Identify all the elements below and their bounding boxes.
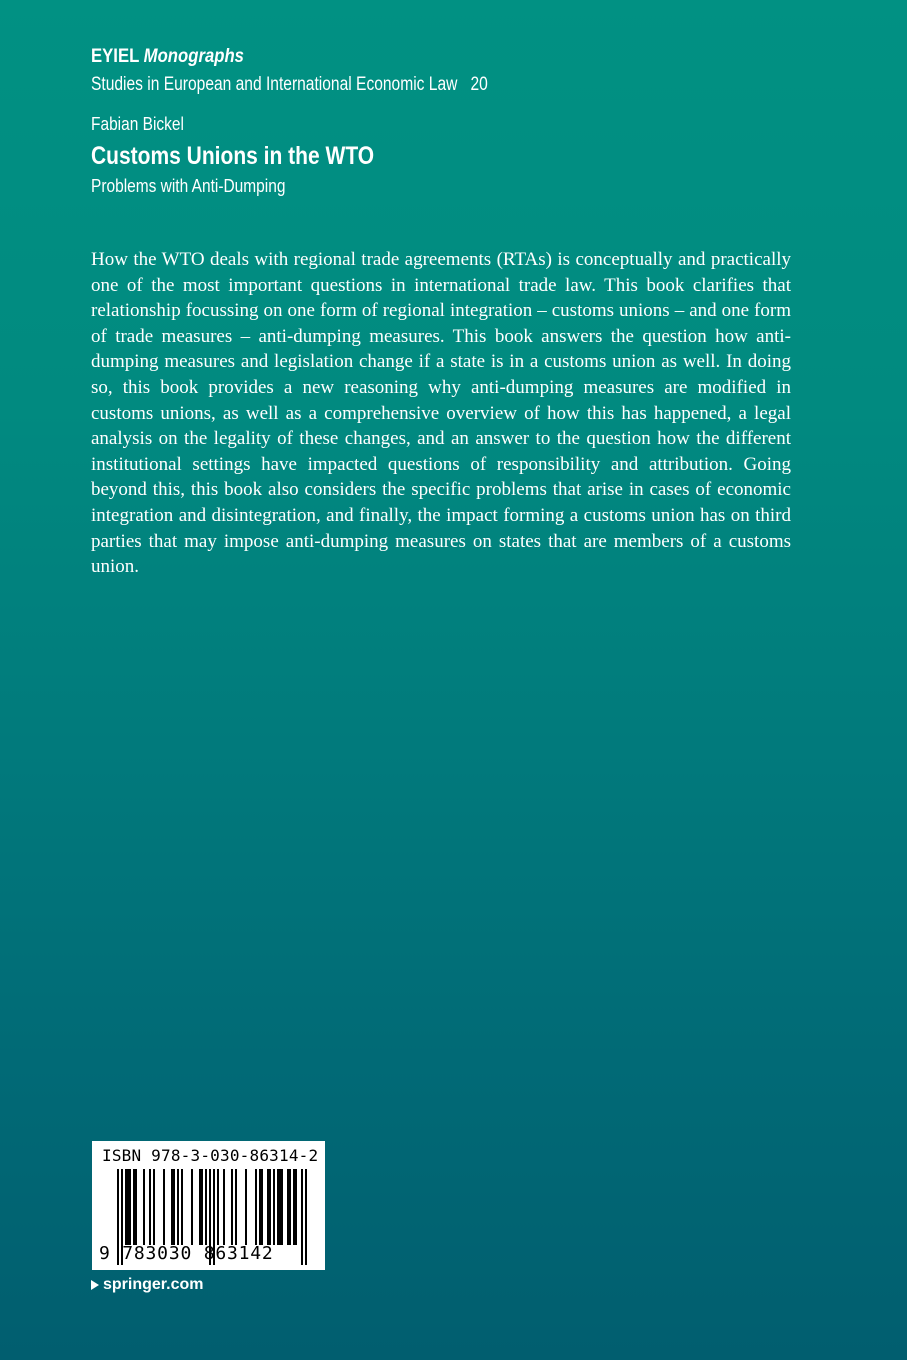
barcode-bar bbox=[245, 1169, 247, 1245]
barcode-digits: 9 783030 863142 bbox=[99, 1243, 274, 1264]
publisher-url: springer.com bbox=[103, 1276, 204, 1293]
barcode-bar bbox=[305, 1169, 307, 1265]
barcode-bar bbox=[163, 1169, 165, 1245]
barcode-bar bbox=[235, 1169, 237, 1245]
barcode-bar bbox=[281, 1169, 283, 1245]
barcode-bar bbox=[127, 1169, 129, 1245]
book-subtitle: Problems with Anti-Dumping bbox=[91, 176, 286, 196]
barcode-bar bbox=[287, 1169, 289, 1245]
barcode-bar bbox=[217, 1169, 219, 1245]
barcode-bar bbox=[173, 1169, 175, 1245]
barcode-bar bbox=[181, 1169, 183, 1245]
isbn-barcode bbox=[92, 1141, 325, 1270]
book-description: How the WTO deals with regional trade agreements (RTAs) is conceptually and practically one of the most important questions in international trade law. This book clarifies that relationship focussing on one form of regional integration – customs unions – and one form of trade measures – anti-dumping measures. This book answers the question how anti-dumping measures and legislation change if a state is in a customs union as well. In doing so, this book provides a new reasoning why anti-dumping measures are modified in customs unions, as well as a comprehensive overview of how this has happened, a legal analysis on the legality of these changes, and an answer to the question how the different institutional settings have impacted questions of responsibility and attribution. Going beyond this, this book also considers the specific problems that arise in cases of economic integration and disintegration, and finally, the impact forming a customs union has on third parties that may impose anti-dumping measures on states that are members of a customs union. bbox=[91, 249, 791, 578]
barcode-bar bbox=[153, 1169, 155, 1245]
barcode-bar bbox=[269, 1169, 271, 1245]
barcode-bar bbox=[261, 1169, 263, 1245]
barcode-bar bbox=[125, 1169, 127, 1245]
barcode-bar bbox=[301, 1169, 303, 1265]
barcode-bar bbox=[205, 1169, 207, 1245]
barcode-bar bbox=[133, 1169, 135, 1245]
barcode-bar bbox=[255, 1169, 257, 1245]
series-name-prefix: EYIEL bbox=[91, 46, 140, 67]
barcode-bar bbox=[135, 1169, 137, 1245]
barcode-bar bbox=[273, 1169, 275, 1245]
arrow-right-icon bbox=[91, 1280, 99, 1290]
barcode-bar bbox=[199, 1169, 201, 1245]
barcode-bar bbox=[171, 1169, 173, 1245]
series-volume: 20 bbox=[470, 74, 488, 95]
series-subtitle: Studies in European and International Economic Law bbox=[91, 74, 458, 95]
barcode-bar bbox=[277, 1169, 279, 1245]
series-subtitle-line bbox=[91, 72, 714, 98]
barcode-bar bbox=[201, 1169, 203, 1245]
barcode-bar bbox=[143, 1169, 145, 1245]
barcode-bar bbox=[129, 1169, 131, 1245]
barcode-bar bbox=[191, 1169, 193, 1245]
series-name bbox=[91, 44, 760, 70]
book-title: Customs Unions in the WTO bbox=[91, 142, 375, 170]
series-name-italic: Monographs bbox=[143, 46, 244, 67]
barcode-bar bbox=[295, 1169, 297, 1245]
barcode-bar bbox=[293, 1169, 295, 1245]
barcode-bar bbox=[267, 1169, 269, 1245]
barcode-bar bbox=[231, 1169, 233, 1245]
author-name: Fabian Bickel bbox=[91, 114, 184, 134]
isbn-label: ISBN 978-3-030-86314-2 bbox=[102, 1146, 319, 1165]
book-heading bbox=[91, 111, 851, 198]
barcode-bar bbox=[279, 1169, 281, 1245]
barcode-bar bbox=[289, 1169, 291, 1245]
publisher-link[interactable] bbox=[91, 1274, 203, 1296]
series-header bbox=[91, 44, 851, 98]
barcode-bar bbox=[177, 1169, 179, 1245]
barcode-bar bbox=[149, 1169, 151, 1245]
barcode-bar bbox=[259, 1169, 261, 1245]
barcode-bar bbox=[223, 1169, 225, 1245]
